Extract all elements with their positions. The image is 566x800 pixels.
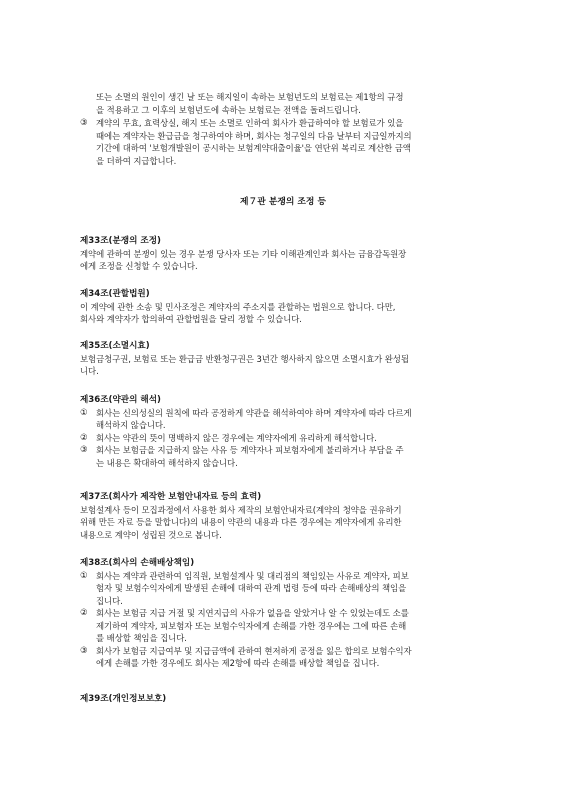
article-title: 제38조(회사의 손해배상책임) (80, 558, 195, 568)
article-34 (80, 288, 490, 326)
clause-item (80, 607, 490, 645)
article-title: 제37조(회사가 제작한 보험안내자료 등의 효력) (80, 492, 262, 502)
text-line: 험자 및 보험수익자에게 발생된 손해에 대하여 관계 법령 등에 따라 손해배상의 책임을 (96, 583, 407, 593)
article-title: 제36조(약관의 해석) (80, 395, 161, 405)
text-line: 계약의 무효, 효력상실, 해지 또는 소멸로 인하여 회사가 환급하여야 할 보험료가 있을 (96, 118, 404, 128)
text-line: 제기하여 계약자, 피보험자 또는 보험수익자에게 손해를 가한 경우에는 그에 따른 손해 (96, 620, 407, 631)
text-line: 또는 소멸의 원인이 생긴 날 또는 해지일이 속하는 보험년도의 보험료는 제1항의 규정 (96, 92, 404, 102)
text-line: 내용으로 계약이 성립된 것으로 봅니다. (80, 529, 222, 540)
article-38 (80, 557, 490, 670)
clause-item-3 (80, 117, 490, 167)
clause-item (80, 570, 490, 608)
text-line: 때에는 계약자는 환급금을 청구하여야 하며, 회사는 청구일의 다음 날부터 지급일까지의 (96, 130, 412, 141)
clause-item (80, 432, 490, 445)
text-line: 회사는 보험금을 지급하지 않는 사유 등 계약자나 피보험자에게 불리하거나 부담을 주 (96, 445, 404, 455)
item-marker: ① (80, 407, 88, 418)
text-line: 니다. (80, 366, 99, 376)
text-line: 을 더하여 지급합니다. (96, 155, 177, 166)
article-35 (80, 340, 490, 378)
item-marker: ③ (80, 645, 88, 656)
article-title: 제39조(개인정보보호) (80, 694, 167, 704)
text-line: 보험금청구권, 보험료 또는 환급금 반환청구권은 3년간 행사하지 않으면 소멸시효가 완성됩 (80, 353, 409, 364)
text-line: 위해 만든 자료 등을 말합니다)의 내용이 약관의 내용과 다른 경우에는 계약자에게 유리한 (80, 517, 402, 527)
clause-item (80, 444, 490, 469)
article-title: 제33조(분쟁의 조정) (80, 236, 161, 246)
text-line: 를 배상할 책임을 집니다. (96, 633, 187, 643)
item-marker: ③ (80, 118, 88, 128)
article-title: 제35조(소멸시효) (80, 341, 150, 351)
text-line: 계약에 관하여 분쟁이 있는 경우 분쟁 당사자 또는 기타 이해관계인과 회사는 금융감독원장 (80, 248, 407, 259)
article-title: 제34조(관할법원) (80, 289, 150, 299)
text-line: 회사는 약관의 뜻이 명백하지 않은 경우에는 계약자에게 유리하게 해석합니다. (96, 432, 377, 443)
text-line: 이 계약에 관한 소송 및 민사조정은 계약자의 주소지를 관할하는 법원으로 합니다. 다만, (80, 301, 396, 312)
text-line: 집니다. (96, 595, 123, 606)
text-line: 보험설계사 등이 모집과정에서 사용한 회사 제작의 보험안내자료(계약의 청약을 권유하기 (80, 504, 402, 515)
chapter-heading: 제７관 분쟁의 조정 등 (240, 197, 326, 207)
text-line: 회사는 보험금 지급 거절 및 지연지급의 사유가 없음을 알았거나 알 수 있었는데도 소를 (96, 608, 409, 618)
text-line: 회사는 계약과 관련하여 임직원, 보험설계사 및 대리점의 책임있는 사유로 계약자, 피보 (96, 570, 409, 581)
text-line: 에게 손해를 가한 경우에도 회사는 제2항에 따라 손해를 배상할 책임을 집니다. (96, 658, 380, 668)
continued-paragraph (80, 91, 490, 116)
text-line: 을 적용하고 그 이후의 보험년도에 속하는 보험료는 전액을 돌려드립니다. (96, 104, 361, 115)
text-line: 회사는 신의성실의 원칙에 따라 공정하게 약관을 해석하여야 하며 계약자에 따라 다르게 (96, 407, 412, 418)
text-line: 기간에 대하여 '보험개발원이 공시하는 보험계약대출이율'을 연단위 복리로 계산한 금액 (96, 143, 411, 153)
article-39 (80, 693, 490, 706)
text-line: 회사가 보험금 지급여부 및 지급금액에 관하여 현저하게 공정을 잃은 합의로 보험수익자 (96, 645, 412, 656)
article-37 (80, 491, 490, 541)
clause-item (80, 407, 490, 432)
item-marker: ② (80, 608, 88, 618)
clause-item (80, 645, 490, 670)
item-marker: ③ (80, 445, 88, 455)
article-33 (80, 235, 490, 273)
text-line: 회사와 계약자가 합의하여 관할법원을 달리 정할 수 있습니다. (80, 314, 302, 324)
text-line: 는 내용은 확대하여 해석하지 않습니다. (96, 457, 238, 468)
text-line: 에게 조정을 신청할 수 있습니다. (80, 261, 198, 271)
item-marker: ① (80, 570, 88, 581)
article-36 (80, 394, 490, 469)
text-line: 해석하지 않습니다. (96, 420, 166, 430)
item-marker: ② (80, 432, 88, 443)
